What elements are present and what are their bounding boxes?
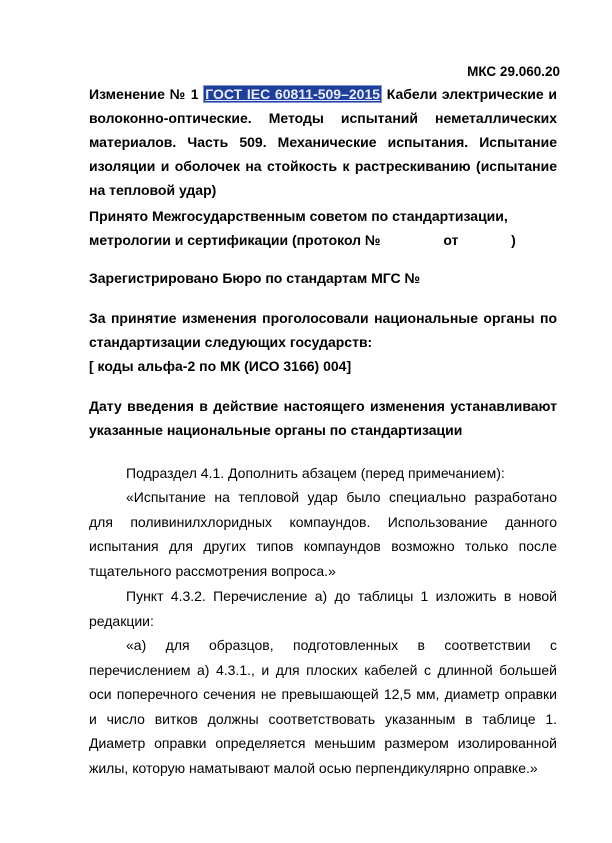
paragraph-item-a: «а) для образцов, подготовленных в соответствии с перечислением а) 4.3.1., и для плоских кабелей с длинной большей оси поперечного сечения не превышающей 12,5 мм, диаметр оправки и число витков должны соответствовать указанным в таблице 1. Диаметр оправки определяется меньшим размером изолированной жилы, которую наматывают малой осью перпендикулярно оправке.»	[89, 637, 557, 776]
standard-code-link[interactable]: ГОСТ IEC 60811-509–2015	[205, 86, 381, 102]
registered-by: Зарегистрировано Бюро по стандартам МГС №	[89, 270, 421, 286]
accepted-line-2: метрологии и сертификации (протокол № от )	[89, 232, 516, 248]
voted-countries: За принятие изменения проголосовали национальные органы по стандартизации следующих государств:	[89, 310, 557, 350]
accepted-line-1: Принято Межгосударственным советом по стандартизации,	[89, 208, 508, 224]
mks-code: МКС 29.060.20	[467, 64, 560, 79]
paragraph-subsection-4-1: Подраздел 4.1. Дополнить абзацем (перед примечанием):	[126, 465, 505, 481]
paragraph-quote-thermal-shock: «Испытание на тепловой удар было специально разработано для поливинилхлоридных компаундов. Использование данного испытания для других типов компаундов возможно только после тщательного рассмотрения вопроса.»	[89, 489, 557, 579]
country-codes: [ коды альфа-2 по МК (ИСО 3166) 004]	[89, 358, 352, 374]
amendment-title	[89, 82, 557, 202]
paragraph-item-4-3-2: Пункт 4.3.2. Перечисление а) до таблицы 1 изложить в новой редакции:	[89, 588, 557, 629]
amendment-number: Изменение № 1	[89, 86, 199, 102]
amendment-title-text: Кабели электрические и волоконно-оптические. Методы испытаний неметаллических материалов. Часть 509. Механические испытания. Испытание изоляции и оболочек на стойкость к растрескиванию (испытание на тепловой удар)	[89, 86, 557, 198]
accepted-by	[89, 204, 557, 252]
introduction-date: Дату введения в действие настоящего изменения устанавливают указанные национальные органы по стандартизации	[89, 398, 557, 438]
